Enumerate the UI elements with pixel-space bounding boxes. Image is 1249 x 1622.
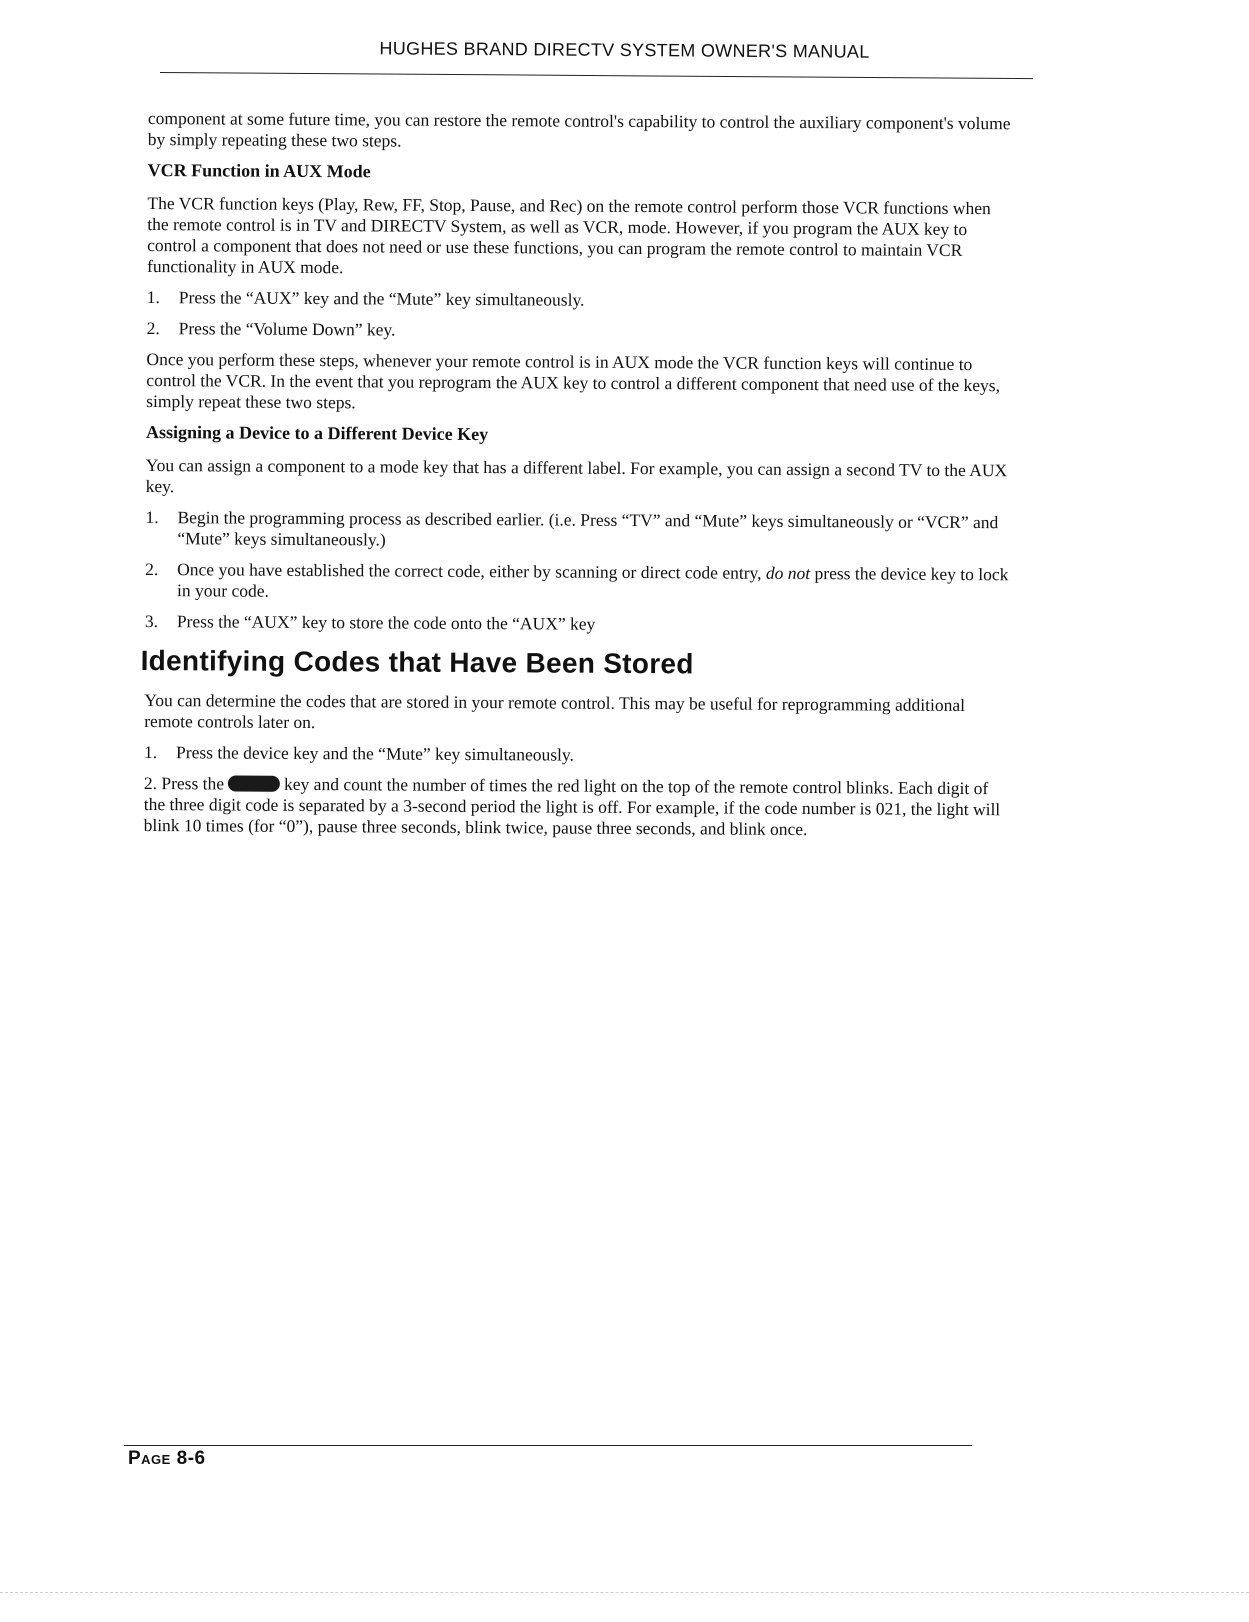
assign-section-heading: Assigning a Device to a Different Device Key — [145, 421, 489, 445]
step-text-after: press the device key to lock in your code. — [176, 563, 1009, 601]
vcr-section-heading: VCR Function in AUX Mode — [147, 159, 371, 182]
step-text — [177, 559, 1013, 606]
vcr-steps-list — [147, 287, 1015, 344]
list-item — [145, 507, 1013, 554]
intro-paragraph: component at some future time, you can restore the remote control's capability to control the auxiliary component's volume by simply repeating these two steps. — [147, 108, 1011, 151]
header-rule — [160, 72, 1033, 79]
footer-rule — [124, 1445, 972, 1446]
list-item — [147, 318, 1015, 344]
step-number: 2. — [146, 317, 160, 339]
step-number: 2. — [145, 558, 159, 580]
running-header: HUGHES BRAND DIRECTV SYSTEM OWNER'S MANUAL — [379, 38, 870, 62]
list-item — [144, 742, 1012, 768]
remote-key-icon — [228, 776, 280, 792]
step-text: Press the device key and the “Mute” key simultaneously. — [176, 742, 574, 765]
step-prefix: 2. Press the — [143, 772, 225, 794]
vcr-section-paragraph: The VCR function keys (Play, Rew, FF, Stop, Pause, and Rec) on the remote control perform those VCR functions when the remote control is in TV and DIRECTV System, as well as VCR, mode. However, if you program the AUX key to control a component that does not need or use these functions, you can program the remote control to maintain VCR functionality in AUX mode. — [146, 192, 991, 278]
page-number: Page 8-6 — [128, 1448, 206, 1469]
step-number: 1. — [146, 286, 161, 308]
step-text: Begin the programming process as described earlier. (i.e. Press “TV” and “Mute” keys simultaneously or “VCR” and “Mute” keys simultaneously.) — [177, 507, 999, 550]
list-item — [147, 287, 1015, 313]
step-text: Press the “Volume Down” key. — [178, 318, 396, 340]
step-number: 1. — [145, 506, 159, 528]
step-number: 1. — [144, 741, 158, 763]
step-text-emphasis: do not — [765, 562, 811, 584]
scan-edge-divider — [0, 1592, 1249, 1593]
list-item — [145, 611, 1013, 637]
identify-section-heading: Identifying Codes that Have Been Stored — [140, 644, 694, 680]
assign-steps-list — [145, 507, 1014, 637]
list-item — [145, 559, 1013, 606]
step-text: Press the “AUX” key to store the code onto the “AUX” key — [176, 611, 596, 634]
identify-section-paragraph: You can determine the codes that are stored in your remote control. This may be useful for reprogramming additional remote controls later on. — [144, 689, 966, 733]
identify-step-2 — [144, 773, 1012, 841]
step-text: Press the “AUX” key and the “Mute” key simultaneously. — [178, 287, 585, 310]
step-text: key and count the number of times the red light on the top of the remote control blinks. Each digit of the three digit code is separated by a 3-second period the light is off. For example, if the code number is 021, the light will blink 10 times (for “0”), pause three seconds, blink twice, pause three seconds, and blink once. — [143, 773, 1001, 840]
step-text-before: Once you have established the correct code, either by scanning or direct code entry, — [177, 559, 766, 583]
page-body — [140, 108, 1015, 851]
step-number: 3. — [144, 610, 159, 632]
vcr-section-closing: Once you perform these steps, whenever your remote control is in AUX mode the VCR function keys will continue to control the VCR. In the event that you reprogram the AUX key to control a different component that need use of the keys, simply repeat these two steps. — [146, 348, 1001, 413]
assign-section-paragraph: You can assign a component to a mode key that has a different label. For example, you can assign a second TV to the AUX key. — [145, 454, 1008, 497]
